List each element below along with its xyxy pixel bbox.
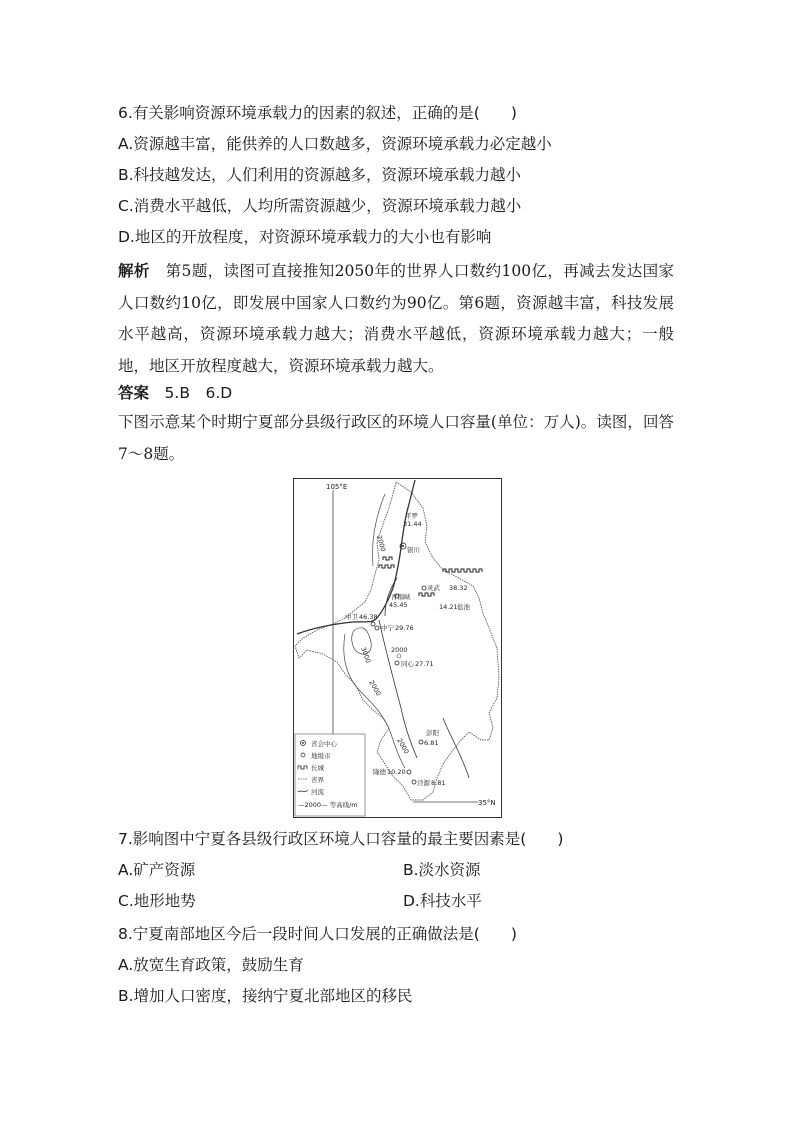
svg-text:泾源: 泾源 xyxy=(417,779,430,787)
q7-option-d: D.科技水平 xyxy=(403,892,482,910)
svg-text:平罗: 平罗 xyxy=(405,512,418,520)
q8-option-b: B.增加人口密度，接纳宁夏北部地区的移民 xyxy=(118,987,413,1005)
contour-label-2000-a: 2000 xyxy=(375,534,388,553)
place-jingyuan xyxy=(412,778,445,787)
place-longde xyxy=(373,767,411,776)
svg-text:隆德: 隆德 xyxy=(373,768,386,776)
svg-text:6.81: 6.81 xyxy=(424,739,439,747)
contour-label-3000: 3000 xyxy=(359,645,373,665)
answer-label: 答案 xyxy=(118,384,150,402)
svg-text:长城: 长城 xyxy=(311,764,324,772)
svg-text:省会中心: 省会中心 xyxy=(311,740,337,748)
svg-text:彭阳: 彭阳 xyxy=(426,729,439,737)
contour-label-2000-c: 2000 xyxy=(367,679,383,698)
svg-text:同心: 同心 xyxy=(401,660,414,668)
analysis-text: 第5题，读图可直接推知2050年的世界人口数约100亿，再减去发达国家人口数约10亿，即发展中国家人口数约为90亿。第6题，资源越丰富，科技发展水平越高，资源环境承载力越大；消费水平越低，资源环境承载力越大；一般地，地区开放程度越大，资源环境承载力越大。 xyxy=(118,262,674,375)
longitude-label: 105°E xyxy=(326,483,348,491)
svg-text:45.45: 45.45 xyxy=(389,601,408,609)
q6-option-a: A.资源越丰富，能供养的人口数越多，资源环境承载力必定越小 xyxy=(118,135,552,153)
svg-text:地级市: 地级市 xyxy=(311,752,331,760)
analysis-label: 解析 xyxy=(118,261,150,280)
svg-text:14.21: 14.21 xyxy=(439,603,458,611)
svg-text:38.32: 38.32 xyxy=(449,584,468,592)
latitude-label: 35°N xyxy=(478,799,496,807)
q7-option-c: C.地形地势 xyxy=(118,892,196,910)
contour-label-2000-b: 2000 xyxy=(391,646,408,654)
q8-stem: 8.宁夏南部地区今后一段时间人口发展的正确做法是( ) xyxy=(118,925,517,943)
map-legend xyxy=(295,734,365,816)
place-zhongning xyxy=(375,623,414,632)
answer-text: 5.B 6.D xyxy=(164,384,233,402)
svg-text:10.20: 10.20 xyxy=(387,768,406,776)
svg-text:中卫: 中卫 xyxy=(345,613,358,621)
svg-text:8.81: 8.81 xyxy=(431,779,446,787)
svg-text:银川: 银川 xyxy=(407,546,420,554)
figure-intro: 下图示意某个时期宁夏部分县级行政区的环境人口容量(单位：万人)。读图，回答7～8题。 xyxy=(118,413,674,463)
ningxia-map-figure xyxy=(293,478,502,818)
svg-text:省界: 省界 xyxy=(311,776,324,784)
q6-option-d: D.地区的开放程度，对资源环境承载力的大小也有影响 xyxy=(118,228,492,246)
svg-text:—2000— 等高线/m: —2000— 等高线/m xyxy=(298,801,358,809)
svg-text:盐池: 盐池 xyxy=(457,603,470,611)
place-yanchi xyxy=(439,602,471,611)
svg-text:29.76: 29.76 xyxy=(395,624,414,632)
answer-block xyxy=(118,383,232,403)
svg-text:灵武: 灵武 xyxy=(427,584,440,592)
q6-stem: 6.有关影响资源环境承载力的因素的叙述，正确的是( ) xyxy=(118,104,517,122)
svg-text:中宁: 中宁 xyxy=(381,624,394,632)
q7-stem: 7.影响图中宁夏各县级行政区环境人口容量的最主要因素是( ) xyxy=(118,830,564,848)
q6-option-c: C.消费水平越低，人均所需资源越少，资源环境承载力越小 xyxy=(118,197,522,215)
svg-text:青铜峡: 青铜峡 xyxy=(391,593,411,601)
svg-text:46.38: 46.38 xyxy=(359,613,378,621)
svg-text:31.44: 31.44 xyxy=(403,520,422,528)
q8-option-a: A.放宽生育政策，鼓励生育 xyxy=(118,956,304,974)
svg-text:27.71: 27.71 xyxy=(415,660,434,668)
contour-label-2000-d: 2000 xyxy=(395,737,411,756)
svg-text:河流: 河流 xyxy=(311,788,324,796)
q7-option-b: B.淡水资源 xyxy=(403,861,481,879)
q7-option-a: A.矿产资源 xyxy=(118,861,196,879)
analysis-block xyxy=(118,255,674,382)
q6-option-b: B.科技越发达，人们利用的资源越多，资源环境承载力越小 xyxy=(118,166,522,184)
